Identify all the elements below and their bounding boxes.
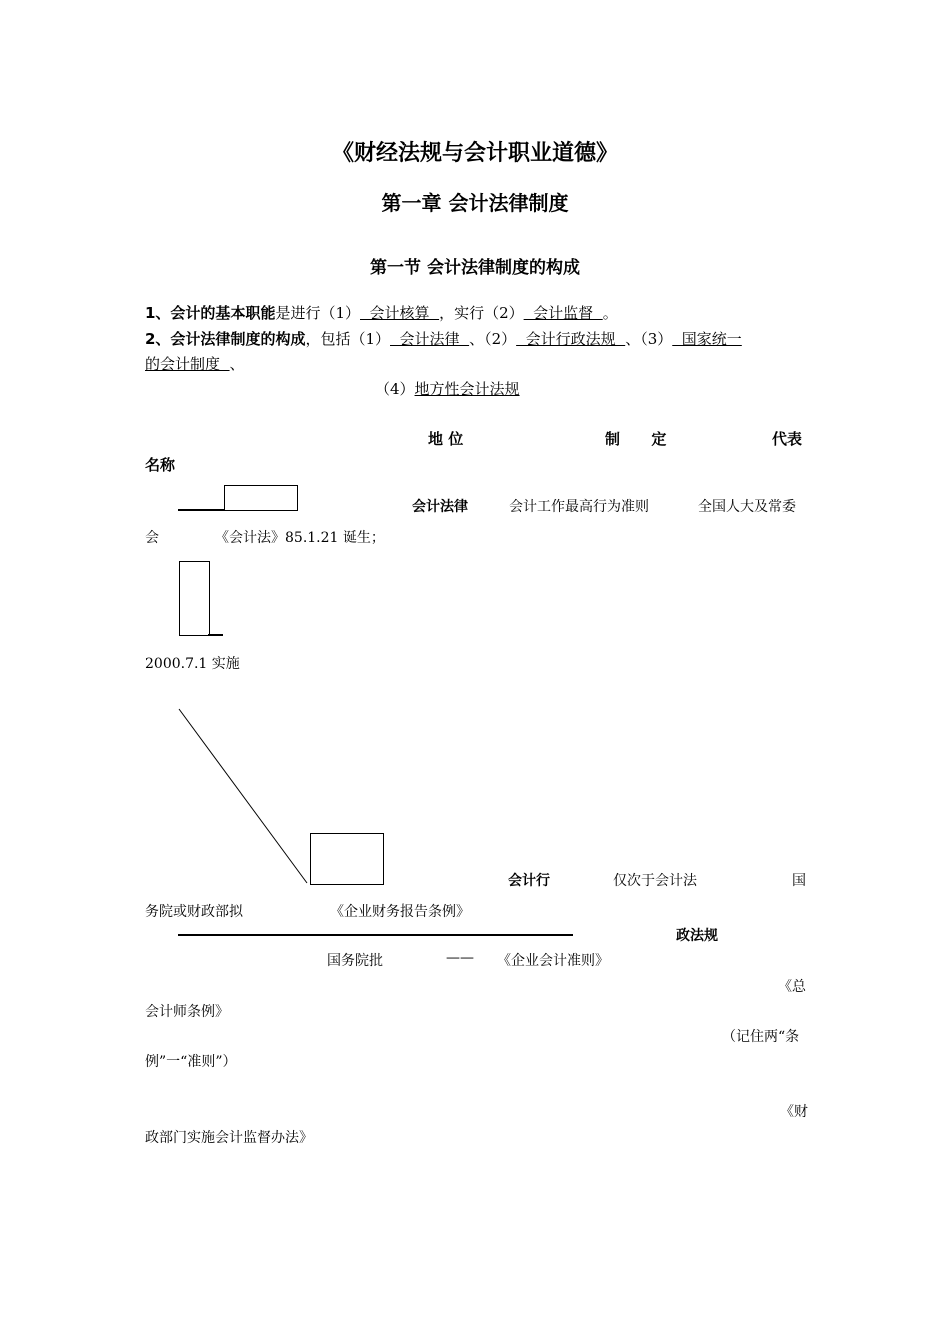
- law-effective-date: 2000.7.1 实施: [145, 656, 240, 672]
- header-maker: 制 定: [605, 430, 667, 448]
- item-2-text2: 、（2）: [469, 330, 517, 348]
- item-1-blank1: 会计核算: [360, 304, 440, 322]
- law-name: 会计法律: [412, 499, 468, 515]
- item-2-blank1: 会计法律: [390, 330, 470, 348]
- item-1-text3: 。: [602, 304, 618, 322]
- header-status: 地 位: [428, 430, 464, 448]
- item-1-blank2: 会计监督: [523, 304, 603, 322]
- header-representative: 代表: [772, 430, 803, 448]
- item-2-blank3a: 国家统一: [672, 330, 742, 348]
- item-1-prefix: 1、会计的基本职能: [145, 304, 276, 322]
- item-2-blank3b: 的会计制度: [145, 355, 230, 373]
- regulation-example-4: 《财: [780, 1104, 808, 1120]
- regulation-dash: ——: [446, 950, 474, 966]
- item-2-blank4: 地方性会计法规: [414, 380, 520, 398]
- chapter-heading: 第一章 会计法律制度: [381, 191, 569, 215]
- law-example: 《会计法》85.1.21 诞生；: [215, 530, 385, 546]
- item-2-text1: ，包括（1）: [305, 330, 390, 348]
- law-status: 会计工作最高行为准则: [509, 499, 649, 515]
- section-heading: 第一节 会计法律制度的构成: [370, 258, 580, 278]
- regulation-name-wrap: 政法规: [676, 928, 718, 944]
- item-1-text1: 是进行（1）: [275, 304, 360, 322]
- regulation-note-wrap: 例”一“准则”）: [145, 1054, 237, 1070]
- regulation-example-3: 《总: [778, 979, 806, 995]
- regulation-status: 仅次于会计法: [613, 873, 697, 889]
- document-title: 《财经法规与会计职业道德》: [331, 141, 618, 166]
- law-maker: 全国人大及常委: [698, 499, 796, 515]
- item-2-prefix: 2、会计法律制度的构成: [145, 330, 306, 348]
- law-maker-wrap: 会: [145, 530, 159, 546]
- regulation-maker: 国: [792, 873, 806, 889]
- item-2-text3: 、（3）: [625, 330, 673, 348]
- regulation-example-1: 《企业财务报告条例》: [330, 904, 470, 920]
- regulation-example-4-wrap: 政部门实施会计监督办法》: [145, 1130, 313, 1146]
- regulation-name: 会计行: [508, 873, 550, 889]
- item-2-blank2: 会计行政法规: [516, 330, 626, 348]
- item-2-text4: 、: [229, 355, 245, 373]
- regulation-box: [310, 833, 384, 885]
- regulation-example-3-wrap: 会计师条例》: [145, 1004, 229, 1020]
- header-representative-wrap: 名称: [145, 456, 176, 474]
- item-2-text5: （4）: [375, 380, 415, 398]
- item-1-text2: ，实行（2）: [439, 304, 524, 322]
- regulation-approver: 国务院批: [327, 953, 383, 969]
- regulation-maker-wrap: 务院或财政部拟: [145, 904, 243, 920]
- regulation-note: （记住两“条: [722, 1029, 800, 1045]
- long-horizontal-line: [178, 934, 573, 936]
- regulation-example-2: 《企业会计准则》: [497, 953, 609, 969]
